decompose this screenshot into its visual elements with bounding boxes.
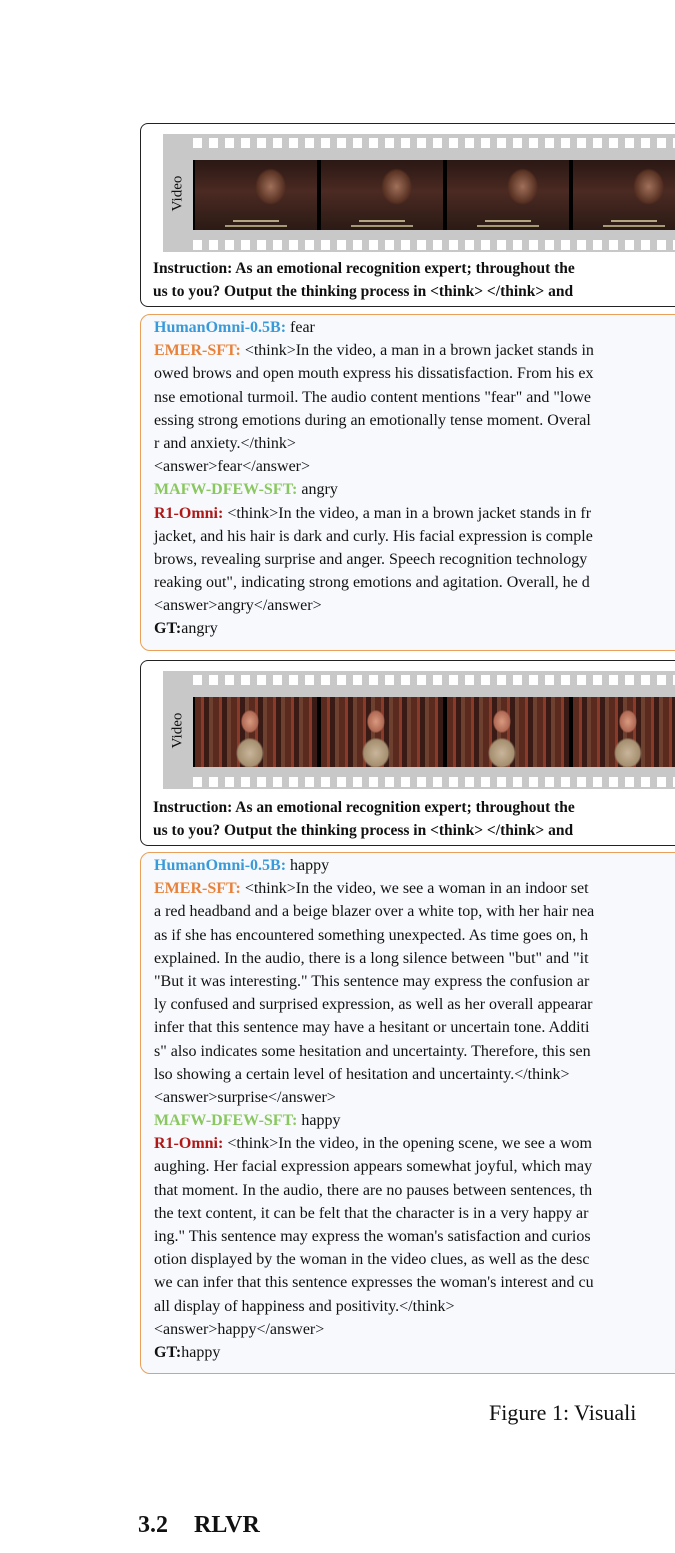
r1omni-response-line: ing." This sentence may express the woman's satisfaction and curios (154, 1228, 591, 1245)
video-frame (321, 697, 443, 767)
emer-response-line: infer that this sentence may have a hesitant or uncertain tone. Additi (154, 1019, 590, 1037)
video-frame (573, 160, 675, 230)
emer-response-line: lso showing a certain level of hesitation and uncertainty.</think> (154, 1065, 570, 1083)
video-frames-2 (193, 697, 675, 767)
response-panel-2 (140, 852, 675, 1374)
emer-label: EMER-SFT: (154, 342, 241, 360)
film-perforations-top (193, 138, 675, 148)
film-perforations-bottom (193, 240, 675, 250)
gt-label: GT: (154, 620, 182, 638)
emer-response-line: explained. In the audio, there is a long silence between "but" and "it (154, 949, 589, 967)
emer-label: EMER-SFT: (154, 880, 241, 898)
r1omni-response-line: R1-Omni: <think>In the video, in the opening scene, we see a wom (154, 1135, 592, 1153)
video-filmstrip-2 (163, 671, 675, 789)
instruction-text-1 (153, 257, 675, 303)
r1omni-response-line: reaking out", indicating strong emotions and agitation. Overall, he d (154, 574, 590, 592)
instruction-panel-1 (140, 123, 675, 307)
video-frames-1 (193, 160, 675, 230)
emer-answer: <answer>fear</answer> (154, 458, 311, 476)
instruction-line-2: us to you? Output the thinking process in <think> </think> and (153, 822, 574, 839)
emer-response-line: s" also indicates some hesitation and uncertainty. Therefore, this sen (154, 1042, 591, 1060)
emer-response-line: a red headband and a beige blazer over a white top, with her hair nea (154, 903, 595, 921)
section-title: RLVR (194, 1512, 260, 1538)
emer-response-line: r and anxiety.</think> (154, 434, 296, 452)
gt-value: happy (181, 1343, 221, 1361)
video-filmstrip-1 (163, 134, 675, 252)
video-frame (573, 697, 675, 767)
emer-response-line: essing strong emotions during an emotionally tense moment. Overal (154, 411, 591, 429)
mafw-response (154, 478, 675, 501)
response-panel-1 (140, 314, 675, 651)
humanomni-label: HumanOmni-0.5B: (154, 857, 287, 874)
video-frame (321, 160, 443, 230)
r1omni-response-line: all display of happiness and positivity.</think> (154, 1297, 455, 1315)
r1omni-response-line: brows, revealing surprise and anger. Speech recognition technology (154, 550, 588, 568)
r1omni-answer: <answer>angry</answer> (154, 597, 322, 615)
instruction-line-1: Instruction: As an emotional recognition expert; throughout the (153, 799, 575, 816)
video-frame (447, 160, 569, 230)
instruction-panel-2 (140, 660, 675, 846)
film-perforations-bottom (193, 777, 675, 787)
emer-response-line: ly confused and surprised expression, as well as her overall appearar (154, 996, 593, 1014)
gt-value: angry (181, 620, 218, 638)
mafw-answer: happy (297, 1112, 341, 1130)
emer-response-line: as if she has encountered something unexpected. As time goes on, h (154, 926, 589, 944)
emer-response-line: "But it was interesting." This sentence may express the confusion ar (154, 972, 590, 990)
humanomni-answer: fear (286, 319, 315, 336)
film-perforations-top (193, 675, 675, 685)
humanomni-label: HumanOmni-0.5B: (154, 319, 287, 336)
r1omni-response-line: R1-Omni: <think>In the video, a man in a brown jacket stands in fr (154, 504, 592, 522)
mafw-label: MAFW-DFEW-SFT: (154, 1112, 298, 1130)
r1omni-response-line: the text content, it can be felt that the character is in a very happy ar (154, 1204, 589, 1222)
emer-response-line: owed brows and open mouth express his dissatisfaction. From his ex (154, 365, 594, 383)
instruction-line-1: Instruction: As an emotional recognition expert; throughout the (153, 260, 575, 277)
r1omni-response-line: otion displayed by the woman in the video clues, as well as the desc (154, 1251, 590, 1269)
video-frame (447, 697, 569, 767)
humanomni-response (154, 854, 675, 877)
section-heading (138, 1512, 260, 1539)
video-label: Video (169, 712, 186, 748)
emer-answer: <answer>surprise</answer> (154, 1088, 336, 1106)
video-frame (195, 160, 317, 230)
gt-label: GT: (154, 1343, 182, 1361)
r1omni-response-line: aughing. Her facial expression appears somewhat joyful, which may (154, 1158, 593, 1176)
emer-response-line: EMER-SFT: <think>In the video, we see a woman in an indoor set (154, 880, 589, 898)
instruction-text-2 (153, 796, 675, 842)
mafw-label: MAFW-DFEW-SFT: (154, 481, 298, 499)
video-frame (195, 697, 317, 767)
emer-response-line: nse emotional turmoil. The audio content mentions "fear" and "lowe (154, 388, 591, 406)
humanomni-response (154, 316, 675, 339)
r1omni-response-line: that moment. In the audio, there are no pauses between sentences, th (154, 1181, 593, 1199)
instruction-line-2: us to you? Output the thinking process in <think> </think> and (153, 283, 574, 300)
r1omni-label: R1-Omni: (154, 1135, 224, 1153)
r1omni-response-line: jacket, and his hair is dark and curly. His facial expression is comple (154, 527, 593, 545)
r1omni-label: R1-Omni: (154, 504, 224, 522)
r1omni-response-line: we can infer that this sentence expresses the woman's interest and cu (154, 1274, 594, 1292)
ground-truth (154, 1341, 675, 1364)
section-number: 3.2 (138, 1512, 168, 1538)
r1omni-answer: <answer>happy</answer> (154, 1320, 325, 1338)
mafw-answer: angry (297, 481, 338, 499)
emer-response-line: EMER-SFT: <think>In the video, a man in a brown jacket stands in (154, 342, 594, 360)
video-label: Video (169, 175, 186, 211)
figure-caption: Figure 1: Visuali (489, 1400, 637, 1425)
humanomni-answer: happy (286, 857, 330, 874)
mafw-response (154, 1109, 675, 1132)
ground-truth (154, 617, 675, 640)
